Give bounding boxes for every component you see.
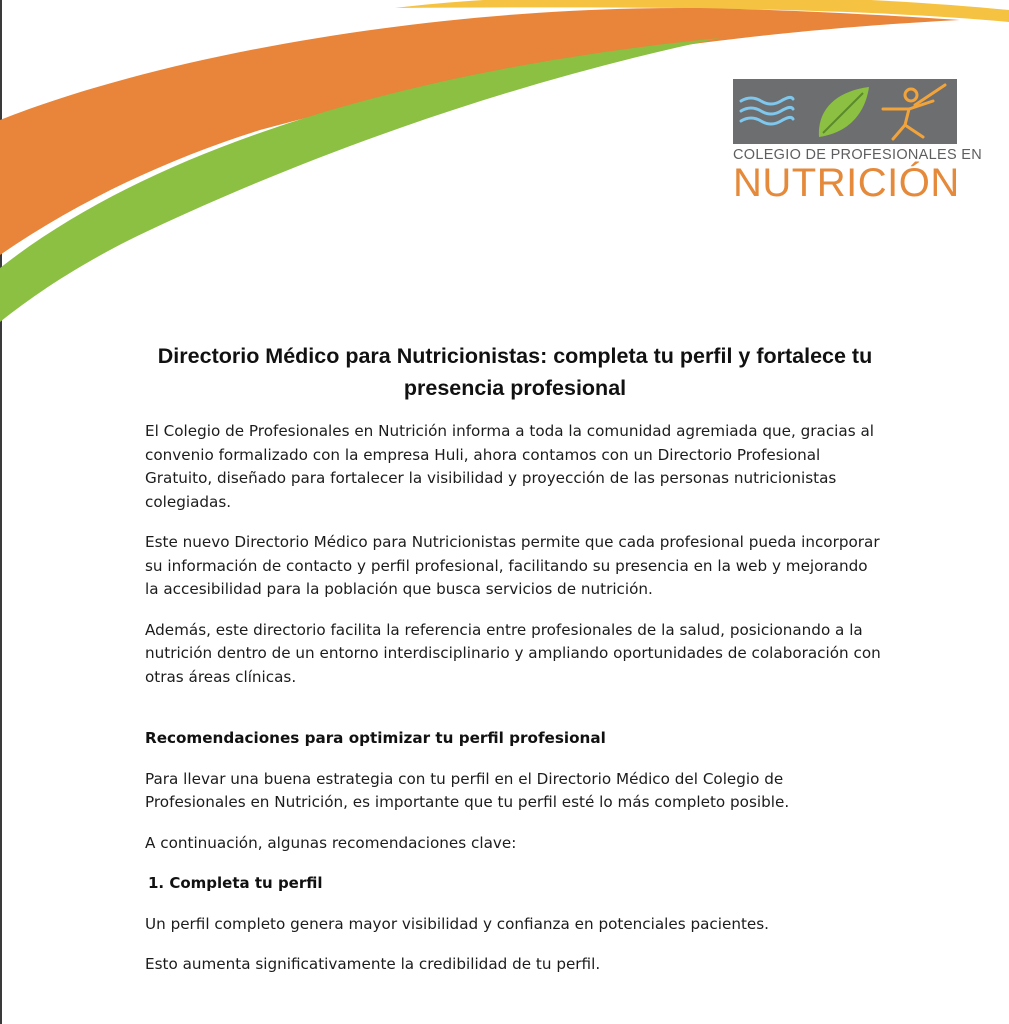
subheading-complete-profile: 1. Completa tu perfil — [148, 874, 323, 892]
section-paragraph-1: Para llevar una buena estrategia con tu perfil en el Directorio Médico del Colegio de Profesionales en Nutrición, es importante que tu perfil esté lo más completo posible. — [145, 769, 790, 811]
waves-icon — [741, 97, 793, 124]
section-heading: Recomendaciones para optimizar tu perfil profesional — [145, 729, 606, 747]
document-title: Directorio Médico para Nutricionistas: completa tu perfil y fortalece tu presencia profesional — [157, 344, 873, 400]
intro-paragraph-2: Este nuevo Directorio Médico para Nutricionistas permite que cada profesional pueda incorporar su información de contacto y perfil profesional, facilitando su presencia en la web y mejorando la accesibilidad para la población que busca servicios de nutrición. — [145, 533, 880, 598]
logo-wordmark: NUTRICIÓN — [733, 161, 960, 205]
college-logo — [733, 79, 983, 205]
intro-paragraph-1: El Colegio de Profesionales en Nutrición informa a toda la comunidad agremiada que, gracias al convenio formalizado con la empresa Huli, ahora contamos con un Directorio Profesional Gratuito, diseñado para fortalecer la visibilidad y proyección de las personas nutricionistas colegiadas. — [145, 422, 874, 511]
sub-paragraph-1: Un perfil completo genera mayor visibilidad y confianza en potenciales pacientes. — [145, 914, 770, 933]
logo-icon-panel — [733, 79, 957, 144]
section-paragraph-2: A continuación, algunas recomendaciones clave: — [145, 833, 517, 852]
intro-paragraph-3: Además, este directorio facilita la referencia entre profesionales de la salud, posicionando a la nutrición dentro de un entorno interdisciplinario y ampliando oportunidades de colaboración con otras áreas clínicas. — [145, 620, 881, 686]
sub-paragraph-2: Esto aumenta significativamente la credibilidad de tu perfil. — [145, 955, 601, 973]
figure-icon — [883, 85, 945, 139]
leaf-icon — [819, 87, 869, 137]
logo-caption: COLEGIO DE PROFESIONALES EN — [733, 147, 983, 163]
document-body — [145, 340, 885, 977]
